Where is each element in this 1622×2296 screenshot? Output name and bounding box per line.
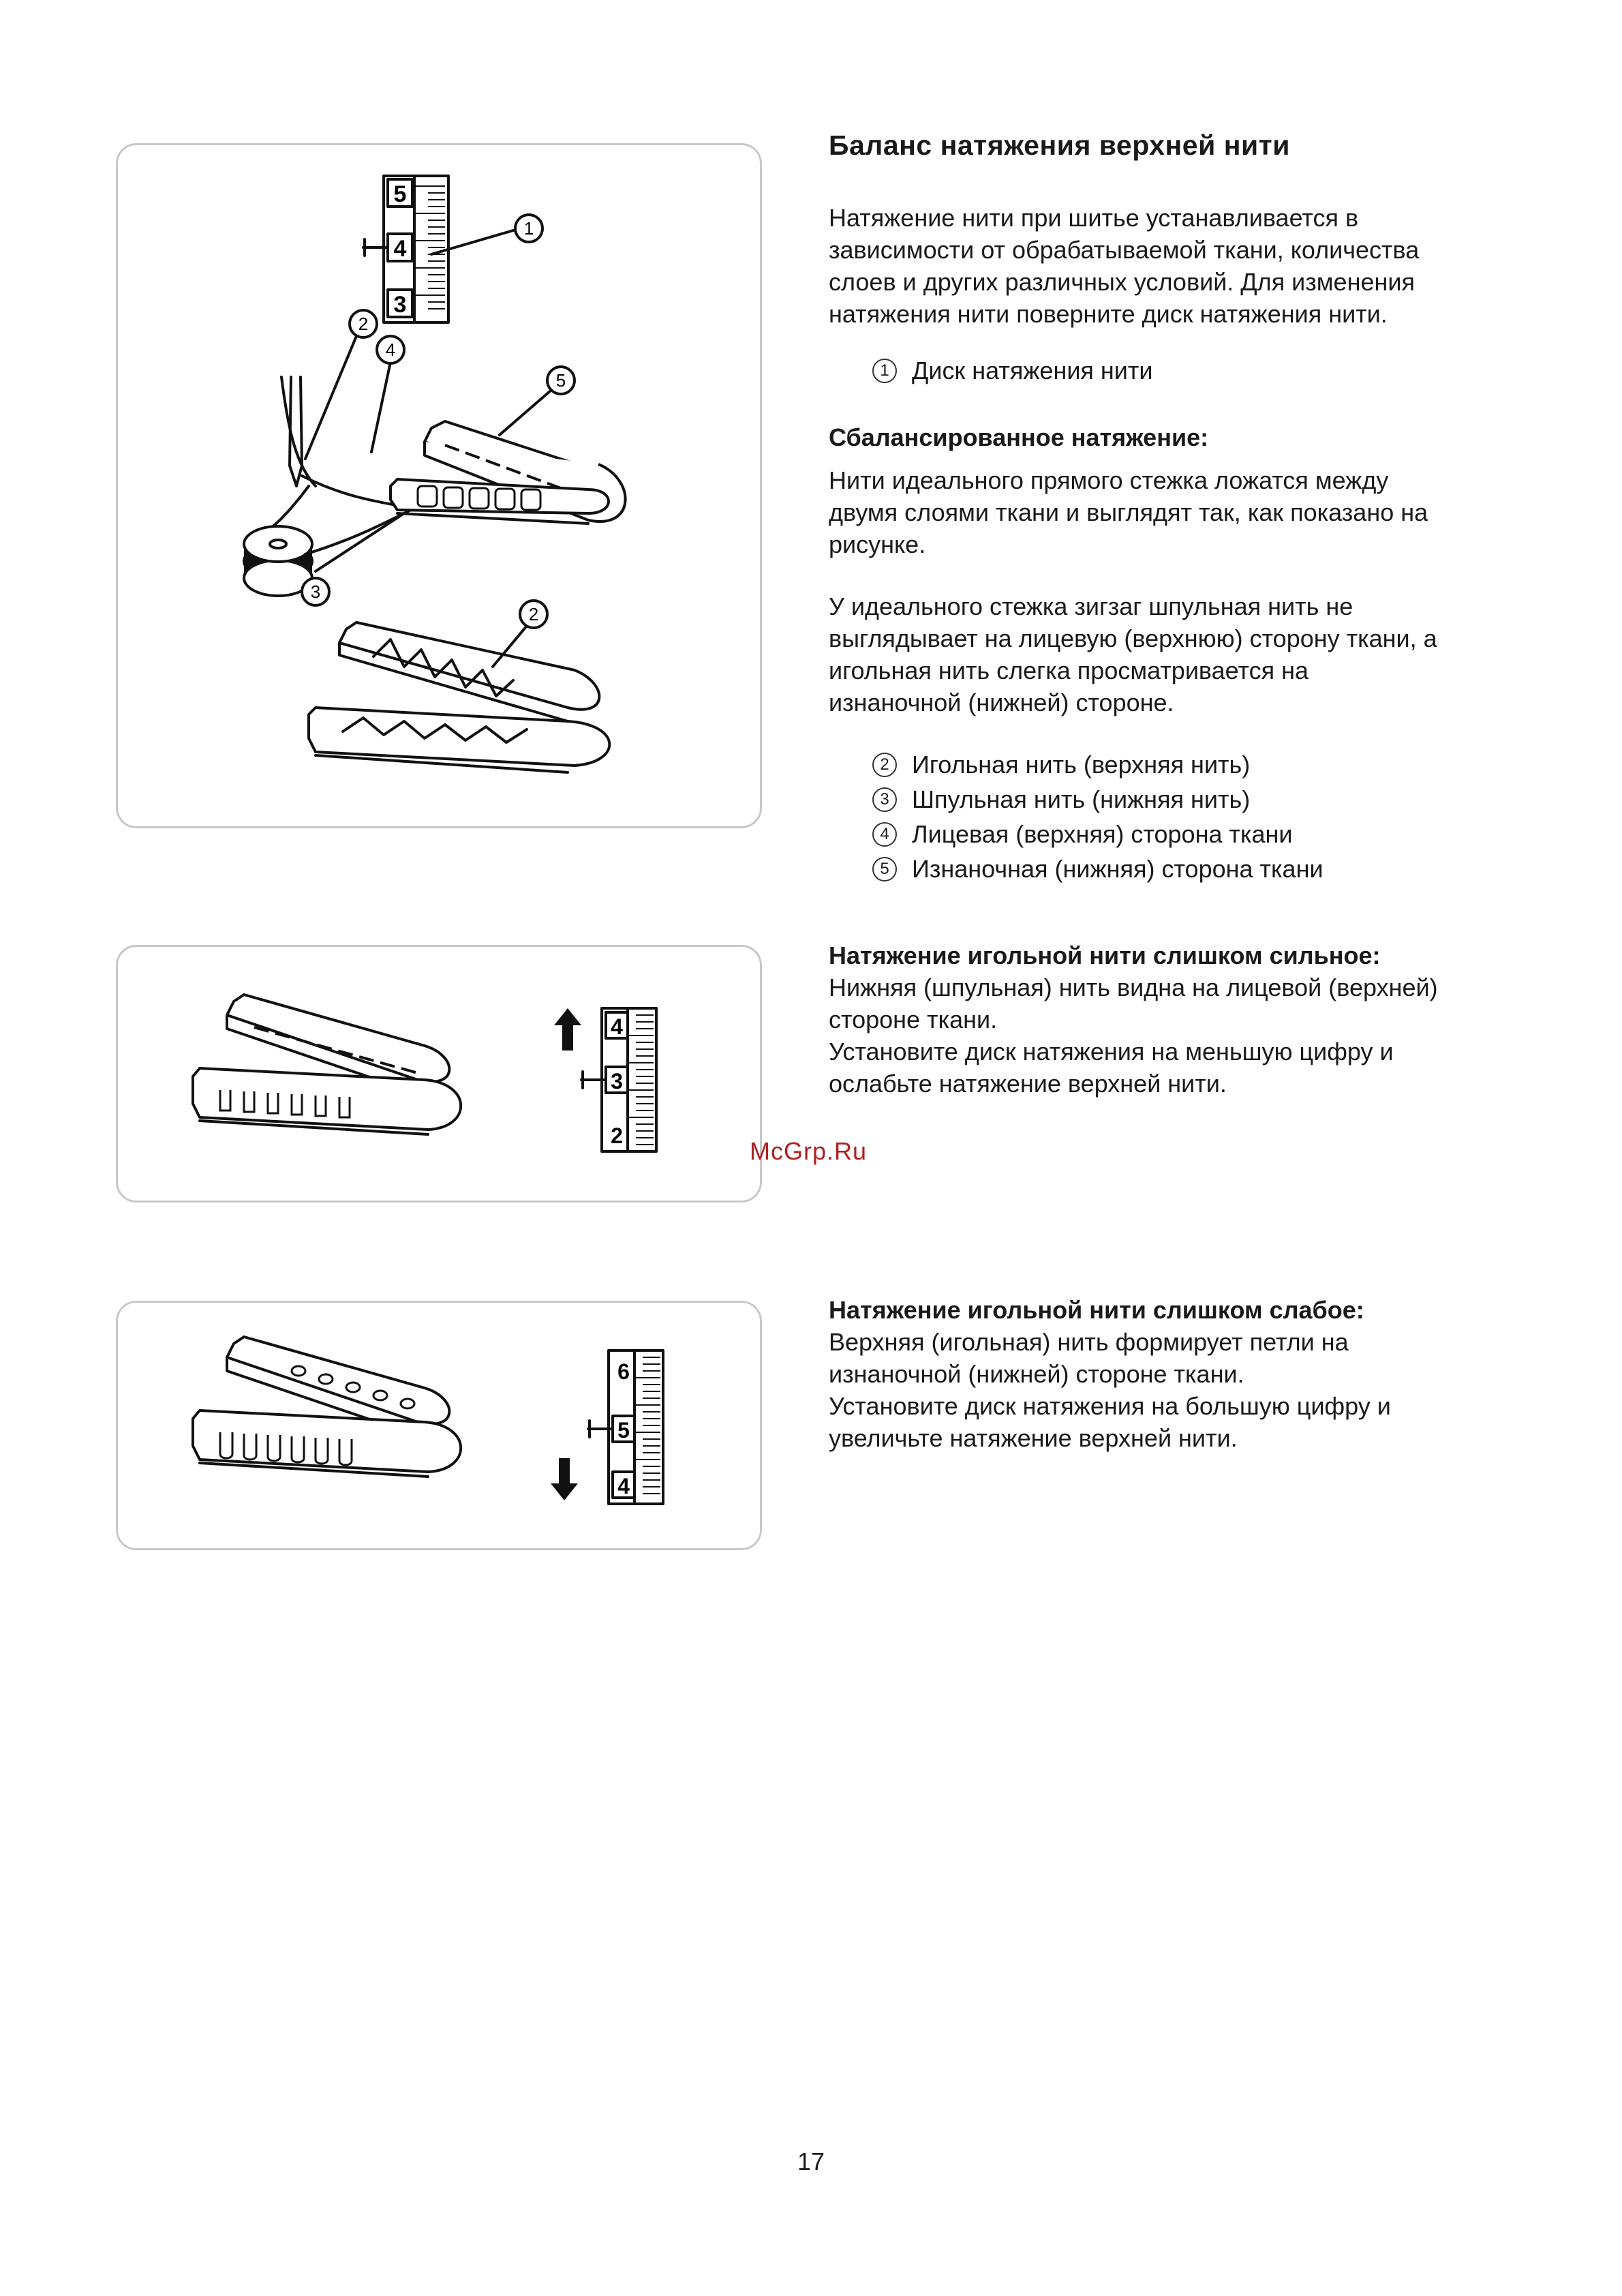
too-tight-line: стороне ткани. [829,1006,998,1033]
dial1-mid: 4 [393,236,407,262]
dial-arrow-down-icon [551,1458,578,1500]
balanced-tension-figure [116,143,762,828]
too-tight-fabric-icon [193,995,461,1134]
dial2-bottom: 2 [611,1123,623,1148]
too-tight-line: Установите диск натяжения на меньшую цифру и [829,1038,1394,1066]
legend-label: Лицевая (верхняя) сторона ткани [912,820,1293,848]
watermark: McGrp.Ru [750,1137,868,1165]
too-loose-line: Верхняя (игольная) нить формирует петли на [829,1328,1349,1356]
balanced-line: выглядывает на лицевую (верхнюю) сторону ткани, а [829,624,1437,652]
too-loose-section [829,1294,1565,1454]
too-loose-line: увеличьте натяжение верхней нити. [829,1424,1238,1452]
intro-line: натяжения нити поверните диск натяжения нити. [829,300,1388,328]
legend-item [872,851,1323,886]
dial2-top: 4 [611,1014,623,1039]
too-loose-line: Установите диск натяжения на большую цифру и [829,1392,1391,1420]
too-tight-figure [116,945,762,1203]
legend-threads [872,747,1323,886]
balanced-line: двумя слоями ткани и выглядят так, как показано на [829,498,1428,526]
dial3-bottom: 4 [617,1474,630,1498]
balanced-line: У идеального стежка зигзаг шпульная нить не [829,592,1353,620]
callout-5: 5 [555,370,566,391]
dial3-top: 6 [617,1359,630,1384]
callout-2a: 2 [358,314,369,334]
intro-line: зависимости от обрабатываемой ткани, количества [829,236,1420,264]
intro-paragraph [829,202,1565,330]
legend-dial [872,353,1153,388]
page-number: 17 [797,2147,825,2175]
zigzag-stitch-fabric-icon [309,622,609,772]
callout-4: 4 [385,339,396,360]
legend-item [872,747,1323,782]
intro-line: Натяжение нити при шитье устанавливается в [829,204,1359,232]
legend-number: 1 [872,359,897,383]
balanced-section [829,421,1565,719]
dial-arrow-up-icon [554,1008,581,1051]
legend-label: Диск натяжения нити [912,357,1153,384]
callout-3: 3 [310,581,321,602]
tension-dial-icon [588,1350,663,1504]
straight-stitch-fabric-icon [391,421,626,524]
bobbin-icon [244,526,312,596]
legend-number: 4 [872,822,897,847]
needle-icon [281,377,316,486]
callout-2b: 2 [528,604,539,624]
legend-label: Игольная нить (верхняя нить) [912,751,1251,779]
too-loose-line: изнаночной (нижней) стороне ткани. [829,1360,1244,1388]
too-tight-line: ослабьте натяжение верхней нити. [829,1070,1227,1098]
callout-1: 1 [523,218,534,239]
legend-item [872,353,1153,388]
dial1-bottom: 3 [393,292,407,318]
legend-number: 3 [872,787,897,812]
dial2-mid: 3 [611,1069,623,1093]
too-tight-heading: Натяжение игольной нити слишком сильное: [829,941,1381,969]
balanced-line: игольная нить слегка просматривается на [829,656,1309,684]
dial1-top: 5 [393,181,407,207]
intro-line: слоев и других различных условий. Для изменения [829,268,1415,296]
tension-dial-icon [581,1008,656,1151]
legend-label: Шпульная нить (нижняя нить) [912,785,1251,813]
too-tight-line: Нижняя (шпульная) нить видна на лицевой (верхней) [829,973,1438,1001]
legend-label: Изнаночная (нижняя) сторона ткани [912,855,1323,883]
balanced-heading: Сбалансированное натяжение: [829,423,1209,451]
too-loose-figure [116,1301,762,1550]
balanced-line: рисунке. [829,530,926,558]
too-loose-fabric-icon [193,1337,461,1477]
too-tight-section [829,939,1565,1100]
legend-item [872,817,1323,851]
page-title: Баланс натяжения верхней нити [829,130,1290,161]
balanced-line: изнаночной (нижней) стороне. [829,689,1174,716]
legend-number: 2 [872,753,897,777]
legend-number: 5 [872,857,897,881]
tension-dial-icon [363,176,513,322]
dial3-mid: 5 [617,1418,630,1442]
balanced-line: Нити идеального прямого стежка ложатся между [829,466,1389,494]
too-loose-heading: Натяжение игольной нити слишком слабое: [829,1296,1364,1324]
legend-item [872,782,1323,817]
